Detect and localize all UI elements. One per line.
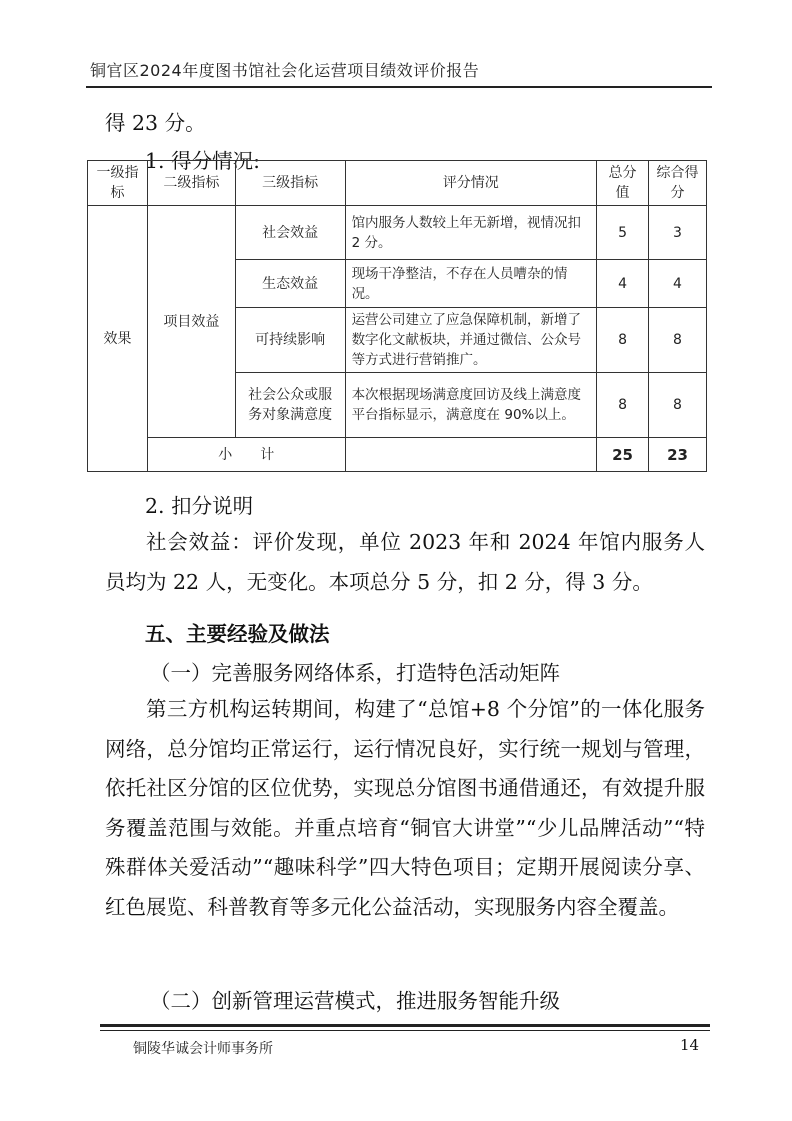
desc-cell: 馆内服务人数较上年无新增，视情况扣 2 分。: [345, 206, 597, 260]
header-cell: 评分情况: [345, 161, 597, 206]
intro-line: 得 23 分。: [105, 111, 206, 135]
subtotal-label: 小 计: [147, 438, 345, 472]
table-row: [88, 206, 707, 260]
subtotal-total: 25: [597, 438, 649, 472]
deduction-paragraph: 社会效益：评价发现，单位 2023 年和 2024 年馆内服务人员均为 22 人，无变化。本项总分 5 分，扣 2 分，得 3 分。: [105, 530, 705, 594]
level3-cell: 社会公众或服务对象满意度: [235, 373, 345, 438]
total-cell: 5: [597, 206, 649, 260]
level3-cell: 社会效益: [235, 206, 345, 260]
table-header-row: [88, 161, 707, 206]
header-cell: 总分值: [597, 161, 649, 206]
header-cell: 二级指标: [147, 161, 235, 206]
desc-cell: 本次根据现场满意度回访及线上满意度平台指标显示，满意度在 90%以上。: [345, 373, 597, 438]
subtotal-score: 23: [649, 438, 707, 472]
section-1-title: 1. 得分情况:: [145, 149, 260, 173]
total-cell: 8: [597, 308, 649, 373]
footer-rule-thin: [100, 1030, 710, 1031]
report-header-title: 铜官区2024年度图书馆社会化运营项目绩效评价报告: [90, 61, 480, 80]
subsection-1-paragraph: 第三方机构运转期间，构建了“总馆+8 个分馆”的一体化服务网络，总分馆均正常运行，运行情况良好，实行统一规划与管理，依托社区分馆的区位优势，实现总分馆图书通借通还，有效提升服务覆盖范围与效能。并重点培育“铜官大讲堂”“少儿品牌活动”“特殊群体关爱活动”“趣味科学”四大特色项目；定期开展阅读分享、红色展览、科普教育等多元化公益活动，实现服务内容全覆盖。: [105, 697, 705, 919]
subsection-1-title: （一）完善服务网络体系，打造特色活动矩阵: [150, 661, 560, 685]
page-number: 14: [680, 1036, 700, 1054]
score-cell: 3: [649, 206, 707, 260]
desc-cell: 运营公司建立了应急保障机制，新增了数字化文献板块，并通过微信、公众号等方式进行营销推广。: [345, 308, 597, 373]
desc-cell: 现场干净整洁，不存在人员嘈杂的情况。: [345, 260, 597, 308]
level3-cell: 生态效益: [235, 260, 345, 308]
footer-rule-thick: [100, 1024, 710, 1027]
subsection-2-title: （二）创新管理运营模式，推进服务智能升级: [150, 989, 560, 1013]
section-2-title: 2. 扣分说明: [145, 494, 254, 518]
level1-cell: 效果: [88, 206, 148, 472]
subtotal-row: [88, 438, 707, 472]
level3-cell: 可持续影响: [235, 308, 345, 373]
header-cell: 三级指标: [235, 161, 345, 206]
header-cell: 综合得分: [649, 161, 707, 206]
total-cell: 4: [597, 260, 649, 308]
score-cell: 8: [649, 373, 707, 438]
footer-organization: 铜陵华诚会计师事务所: [133, 1041, 273, 1057]
score-cell: 4: [649, 260, 707, 308]
total-cell: 8: [597, 373, 649, 438]
header-cell: 一级指标: [88, 161, 148, 206]
header-rule: [86, 86, 712, 88]
section-5-title: 五、主要经验及做法: [145, 622, 330, 646]
score-table: [87, 160, 707, 472]
level2-cell: 项目效益: [147, 206, 235, 438]
score-cell: 8: [649, 308, 707, 373]
subtotal-empty-cell: [345, 438, 597, 472]
